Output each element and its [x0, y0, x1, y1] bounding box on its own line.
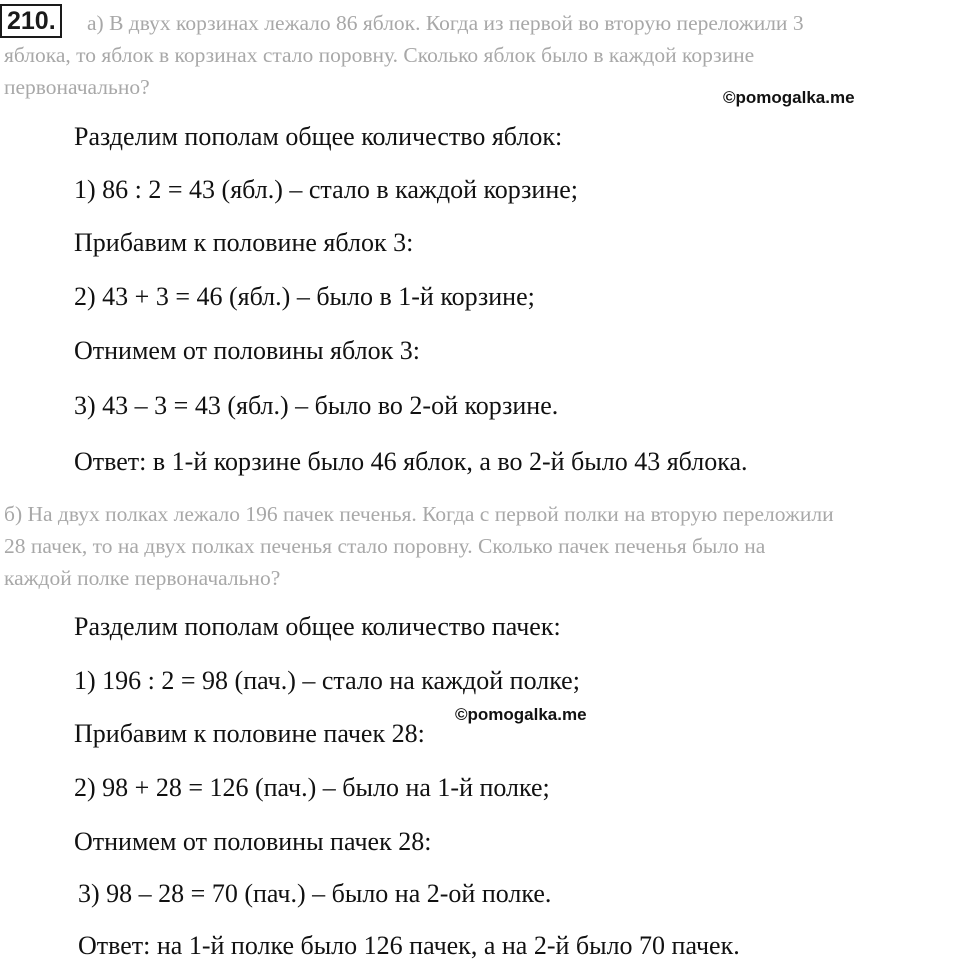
condition-line: 28 пачек, то на двух полках печенья стало поровну. Сколько пачек печенья было на [4, 534, 766, 558]
solution-line: 1) 196 : 2 = 98 (пач.) – стало на каждой полке; [74, 666, 580, 695]
answer-line: Ответ: на 1-й полке было 126 пачек, а на 2-й было 70 пачек. [78, 931, 740, 960]
solution-line: Прибавим к половине пачек 28: [74, 719, 425, 748]
condition-line: первоначально? [4, 75, 150, 99]
watermark: ©pomogalka.me [723, 88, 855, 107]
solution-line: 3) 43 – 3 = 43 (ябл.) – было во 2-ой корзине. [74, 391, 559, 420]
condition-line: б) На двух полках лежало 196 пачек печенья. Когда с первой полки на вторую переложили [4, 502, 834, 526]
solution-line: Разделим пополам общее количество пачек: [74, 612, 561, 641]
solution-line: 2) 98 + 28 = 126 (пач.) – было на 1-й полке; [74, 773, 550, 802]
answer-line: Ответ: в 1-й корзине было 46 яблок, а во 2-й было 43 яблока. [74, 447, 748, 476]
solution-line: Отнимем от половины пачек 28: [74, 827, 432, 856]
solution-line: Разделим пополам общее количество яблок: [74, 122, 563, 151]
solution-line: 1) 86 : 2 = 43 (ябл.) – стало в каждой корзине; [74, 175, 578, 204]
watermark: ©pomogalka.me [455, 705, 587, 724]
solution-line: Отнимем от половины яблок 3: [74, 336, 420, 365]
solution-line: 3) 98 – 28 = 70 (пач.) – было на 2-ой полке. [78, 879, 552, 908]
task-number: 210. [0, 4, 62, 38]
solution-line: 2) 43 + 3 = 46 (ябл.) – было в 1-й корзине; [74, 282, 535, 311]
condition-line: каждой полке первоначально? [4, 566, 281, 590]
condition-line: яблока, то яблок в корзинах стало поровну. Сколько яблок было в каждой корзине [4, 43, 755, 67]
condition-line: а) В двух корзинах лежало 86 яблок. Когда из первой во вторую переложили 3 [87, 11, 804, 35]
solution-line: Прибавим к половине яблок 3: [74, 228, 414, 257]
